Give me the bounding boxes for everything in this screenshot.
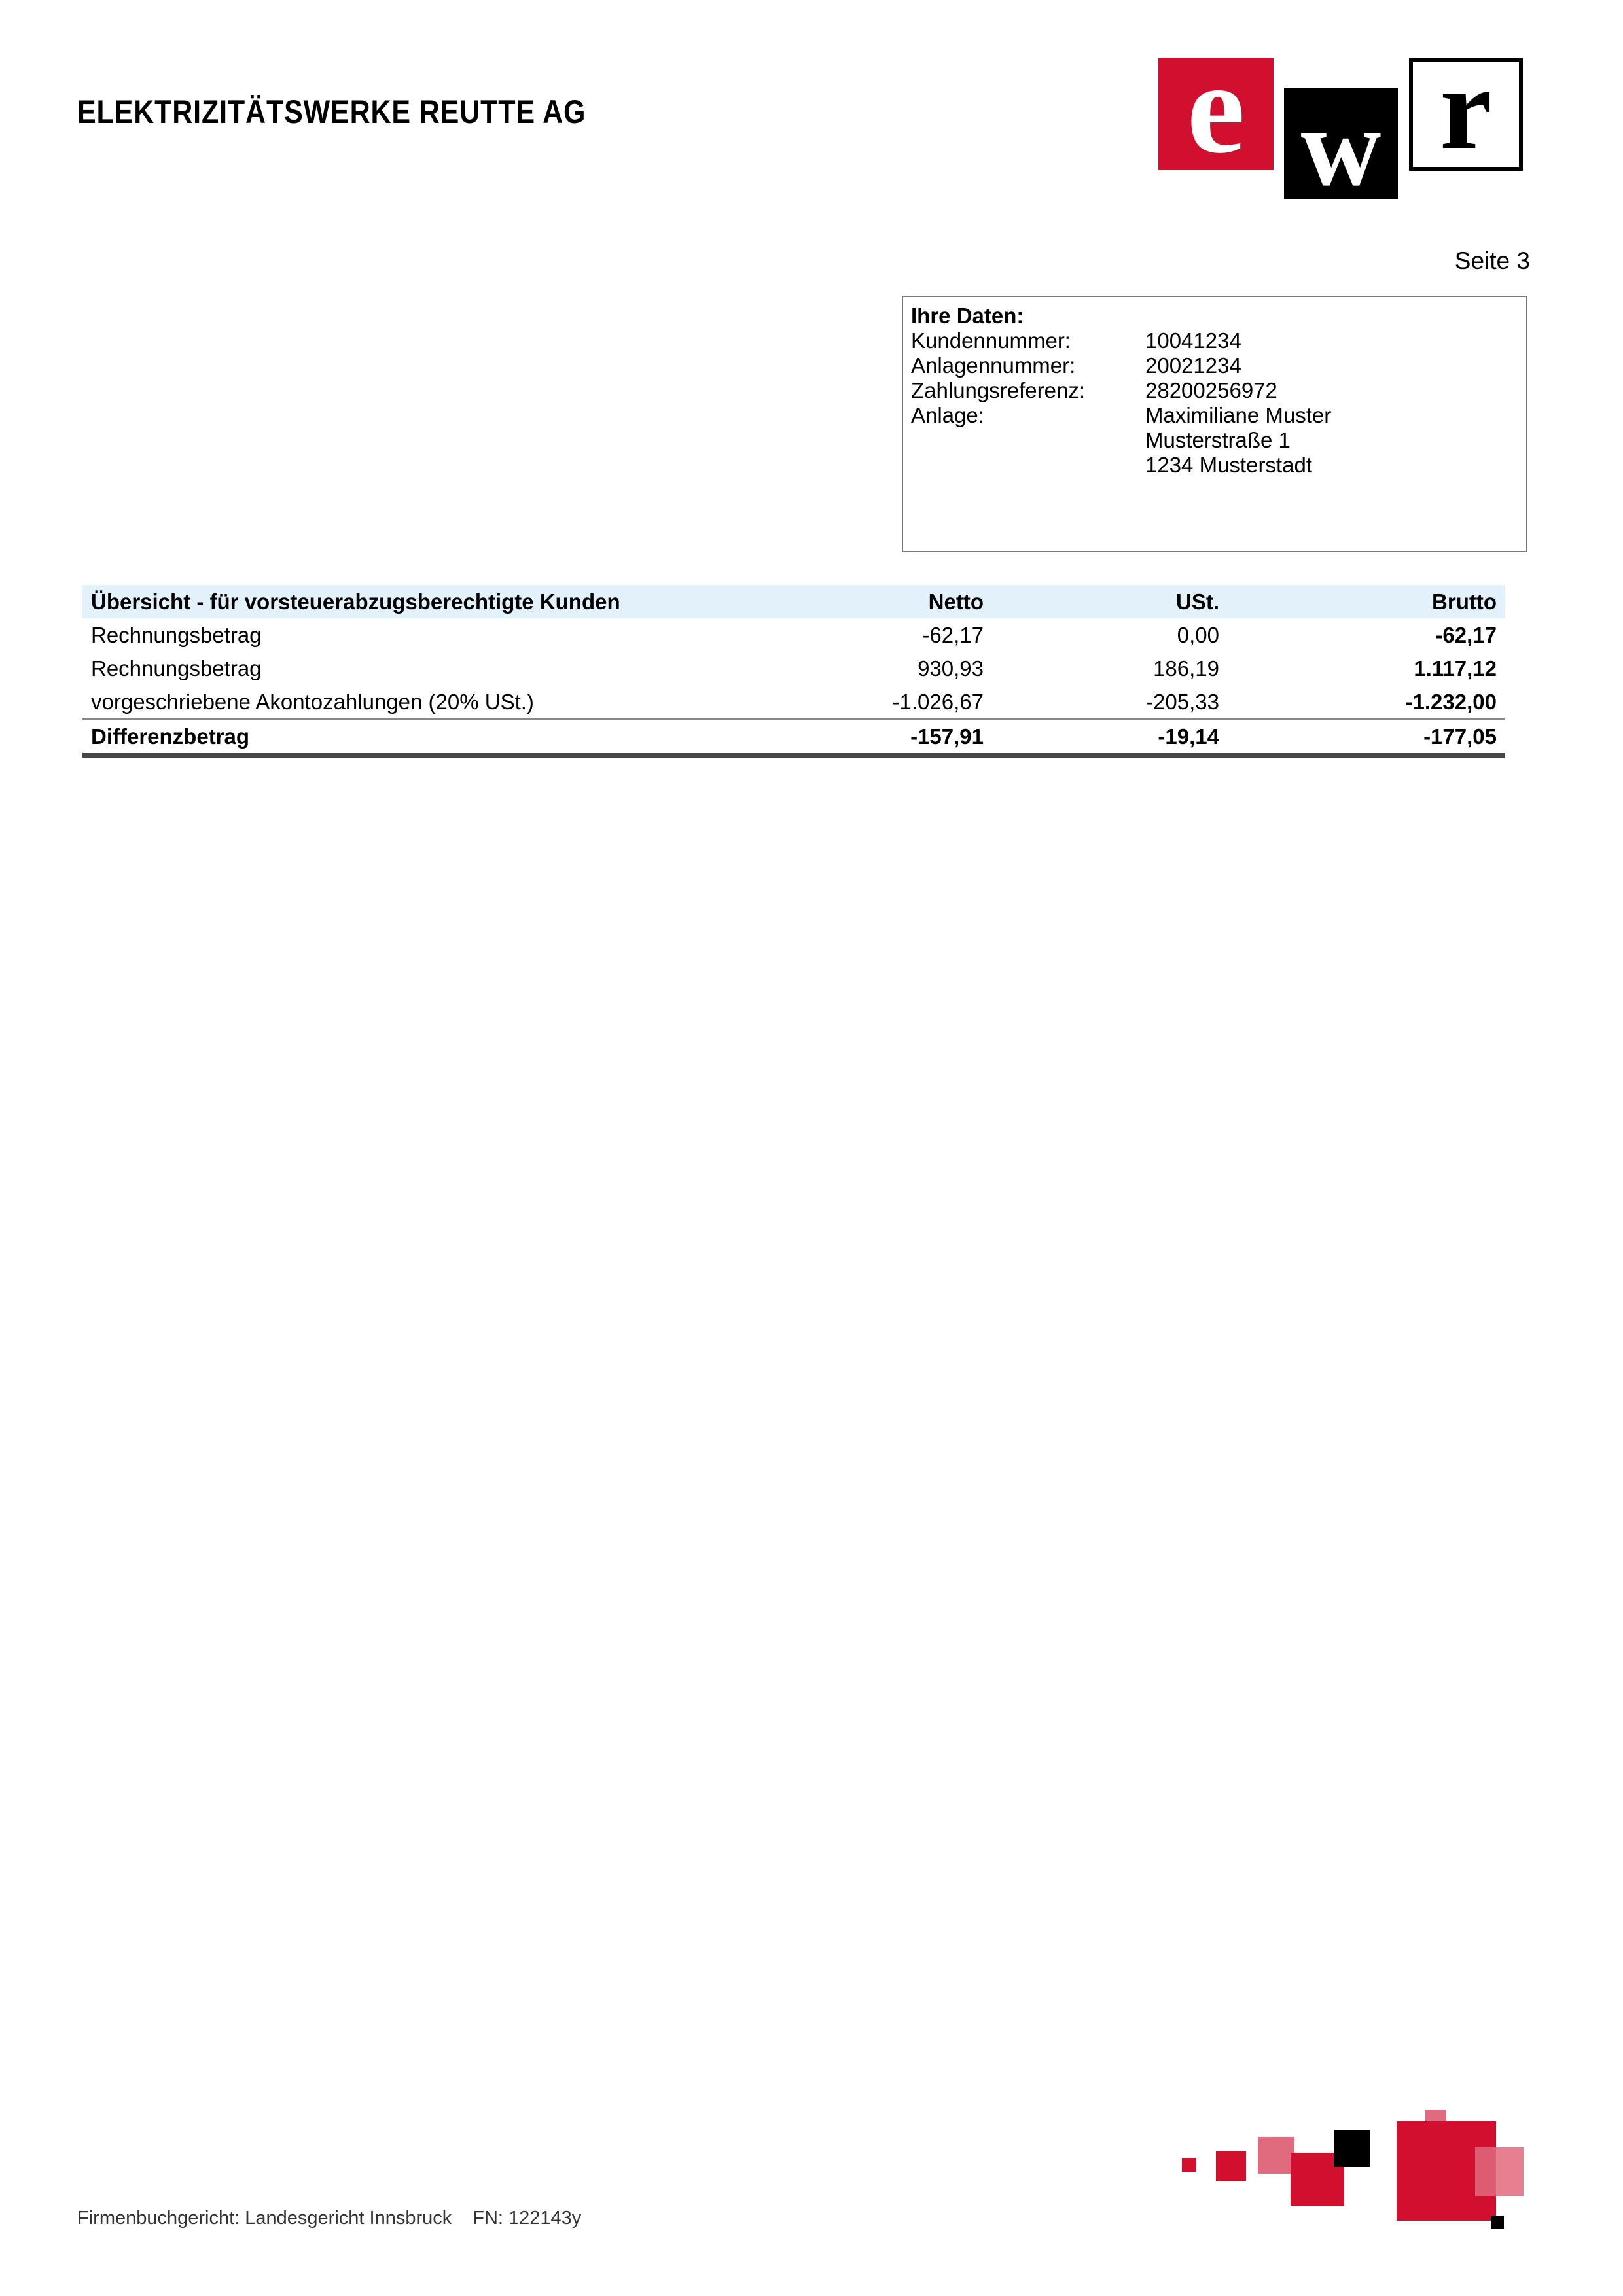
logo-e-letter: e (1186, 36, 1245, 181)
total-brutto: -177,05 (1228, 719, 1505, 756)
row-label: Rechnungsbetrag (91, 622, 262, 647)
installation-address-city: 1234 Musterstadt (1145, 453, 1312, 477)
row-brutto: -62,17 (1435, 622, 1497, 647)
payment-reference-label: Zahlungsreferenz: (911, 378, 1085, 402)
summary-header-netto: Netto (928, 589, 984, 614)
logo-r-letter: r (1440, 43, 1492, 173)
row-netto: -62,17 (922, 622, 984, 647)
customer-data-title: Ihre Daten: (911, 304, 1024, 328)
installation-number-value: 20021234 (1145, 353, 1241, 378)
logo-w-letter: w (1300, 86, 1382, 209)
footer (77, 2208, 581, 2229)
footer-fn: FN: 122143y (473, 2208, 582, 2229)
row-ust: 186,19 (1153, 656, 1219, 680)
total-ust: -19,14 (992, 719, 1228, 756)
installation-address-street: Musterstraße 1 (1145, 428, 1291, 452)
row-brutto: -1.232,00 (1405, 689, 1497, 714)
customer-number-value: 10041234 (1145, 328, 1241, 353)
row-ust: -205,33 (1146, 689, 1219, 714)
row-ust: 0,00 (1177, 622, 1219, 647)
payment-reference-value: 28200256972 (1145, 378, 1277, 402)
installation-address-name: Maximiliane Muster (1145, 403, 1332, 427)
row-brutto: 1.117,12 (1414, 656, 1497, 680)
footer-court: Firmenbuchgericht: Landesgericht Innsbruck (77, 2208, 452, 2229)
total-netto: -157,91 (757, 719, 992, 756)
summary-header-title: Übersicht - für vorsteuerabzugsberechtigte Kunden (91, 589, 620, 614)
company-name: ELEKTRIZITÄTSWERKE REUTTE AG (77, 94, 586, 130)
total-label: Differenzbetrag (82, 719, 757, 756)
row-label: vorgeschriebene Akontozahlungen (20% USt.) (91, 689, 534, 714)
row-netto: 930,93 (918, 656, 984, 680)
installation-number-label: Anlagennummer: (911, 353, 1076, 378)
row-netto: -1.026,67 (892, 689, 984, 714)
installation-address-label: Anlage: (911, 403, 984, 427)
row-label: Rechnungsbetrag (91, 656, 262, 680)
page-number: Seite 3 (1454, 247, 1530, 274)
summary-header-brutto: Brutto (1432, 589, 1497, 614)
summary-header-ust: USt. (1176, 589, 1219, 614)
customer-number-label: Kundennummer: (911, 328, 1071, 353)
